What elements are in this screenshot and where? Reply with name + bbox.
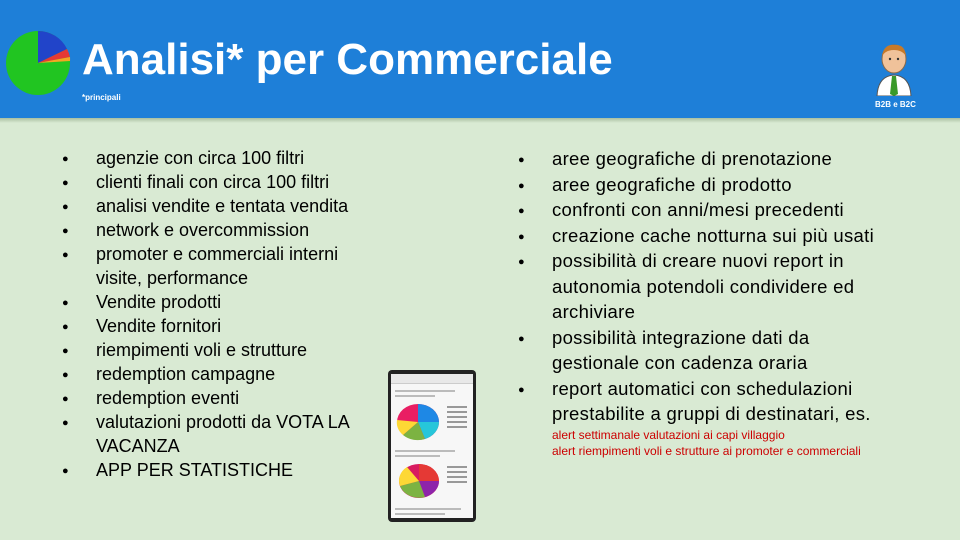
list-item: ● Vendite fornitori [62, 314, 402, 338]
phone-text-line [395, 455, 440, 457]
page-title: Analisi* per Commerciale [82, 35, 613, 84]
right-feature-list [518, 146, 938, 459]
note-weekly-alert: alert settimanale valutazioni ai capi villaggio [552, 427, 785, 442]
list-item: ● redemption eventi [62, 386, 402, 410]
phone-legend-line [447, 411, 467, 413]
page-subtitle: *principali [82, 93, 121, 102]
list-item: ● valutazioni prodotti da VOTA LA VACANZA [62, 410, 392, 458]
list-item: ● clienti finali con circa 100 filtri [62, 170, 402, 194]
phone-legend-line [447, 476, 467, 478]
list-item: ● confronti con anni/mesi precedenti [518, 197, 938, 223]
phone-text-line [395, 395, 435, 397]
phone-app-bar [391, 374, 473, 384]
phone-text-line [395, 450, 455, 452]
phone-legend-line [447, 416, 467, 418]
list-item [518, 376, 938, 459]
list-item: ● redemption campagne [62, 362, 402, 386]
phone-text-line [395, 390, 455, 392]
phone-legend-line [447, 466, 467, 468]
list-item: ● aree geografiche di prodotto [518, 172, 938, 198]
phone-legend-line [447, 421, 467, 423]
left-feature-list [62, 146, 402, 482]
list-item: ● network e overcommission [62, 218, 402, 242]
list-item: ● aree geografiche di prenotazione [518, 146, 938, 172]
phone-legend-line [447, 481, 467, 483]
header-bar [0, 0, 960, 118]
note-fill-alert: alert riempimenti voli e strutture ai promoter e commerciali [552, 443, 861, 458]
phone-pie-chart-1 [395, 402, 441, 442]
phone-legend-line [447, 406, 467, 408]
list-item: ● Vendite prodotti [62, 290, 402, 314]
phone-screen [391, 374, 473, 518]
list-item: ● riempimenti voli e strutture [62, 338, 402, 362]
list-item: ● creazione cache notturna sui più usati [518, 223, 938, 249]
phone-app-screenshot-icon [388, 370, 476, 522]
list-item: ● possibilità di creare nuovi report in autonomia potendoli condividere ed archiviare [518, 248, 918, 325]
phone-text-line [395, 513, 445, 515]
list-item: ● APP PER STATISTICHE [62, 458, 402, 482]
phone-text-line [395, 508, 461, 510]
pie-chart-icon [5, 30, 71, 96]
list-item: ● possibilità integrazione dati da gestionale con cadenza oraria [518, 325, 878, 376]
list-item: ● promoter e commerciali interni visite, performance [62, 242, 372, 290]
list-item-text: report automatici con schedulazioni prestabilite a gruppi di destinatari, es. [552, 377, 871, 424]
phone-pie-chart-2 [397, 462, 441, 500]
phone-legend-line [447, 426, 467, 428]
list-item: ● analisi vendite e tentata vendita [62, 194, 402, 218]
list-item: ● agenzie con circa 100 filtri [62, 146, 402, 170]
phone-legend-line [447, 471, 467, 473]
businessman-avatar-icon [874, 42, 914, 96]
avatar-caption: B2B e B2C [875, 100, 916, 109]
header-shadow [0, 118, 960, 123]
